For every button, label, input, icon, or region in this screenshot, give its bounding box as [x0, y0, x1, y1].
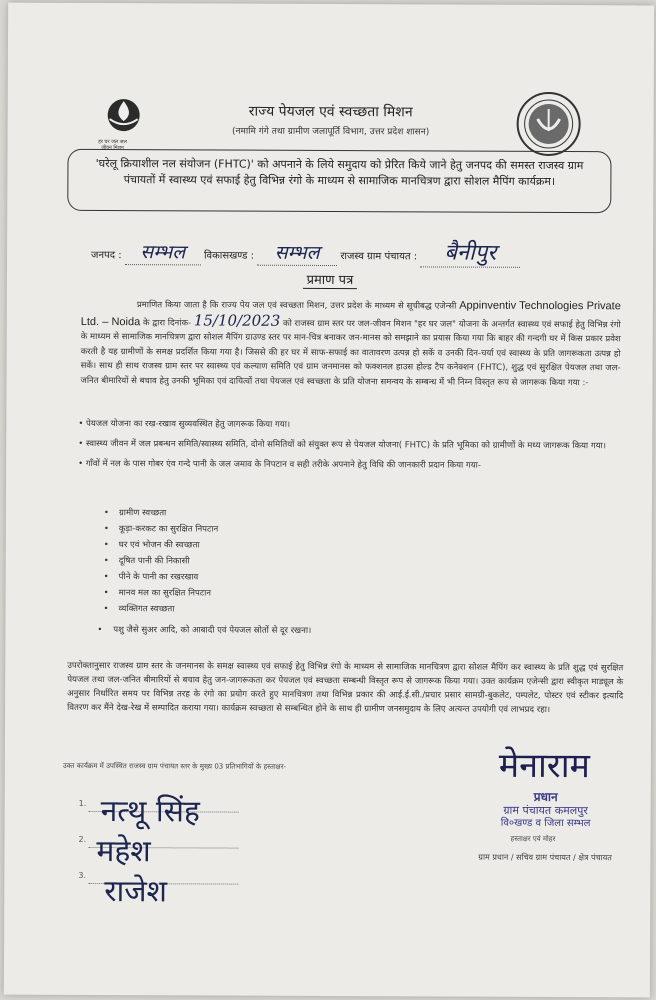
sign-caption: हस्ताक्षर एवं मोहर: [510, 834, 556, 843]
panchayat-value: बैनीपुर: [420, 236, 520, 267]
pradhan-signature: मेनाराम: [498, 745, 590, 787]
organization-title: राज्य पेयजल एवं स्वच्छता मिशन: [248, 103, 413, 121]
list-item: • पीने के पानी का रखरखाव: [104, 569, 218, 585]
organization-subtitle: (नमामि गंगे तथा ग्रामीण जलापूर्ति विभाग, उत्तर प्रदेश शासन): [231, 126, 430, 138]
witness-signature-1: नत्थू सिंह: [100, 794, 200, 830]
list-item: • ग्रामीण स्वच्छता: [104, 505, 218, 521]
pradhan-stamp: [471, 791, 621, 831]
district-label: जनपद :: [91, 249, 122, 262]
signatory-designation: ग्राम प्रधान / सचिव ग्राम पंचायत / क्षेत्र पंचायत: [478, 852, 612, 863]
certificate-title-text: प्रमाण पत्र: [303, 273, 358, 289]
stamp-line: प्रधान: [533, 789, 558, 805]
bullet-text: पेयजल योजना का रख-रखाव सुव्यवस्थित हेतु जागरूक किया गया।: [86, 418, 291, 430]
witness-number: 3.: [78, 870, 87, 880]
hygiene-topics-list: [103, 505, 218, 617]
agency-name: Appinventiv Technologies Private Ltd. – Noida: [80, 299, 621, 328]
list-item: • घर एवं भोजन की स्वच्छता: [104, 537, 218, 553]
bullet-item: • गाँवों में नल के पास गोबर एंव गन्दे पानी के जल जमाव के निपटान व सही तरीके अपनाने हेतु विधि की जानकारी प्रदान किया गया-: [78, 458, 481, 471]
program-date: 15/10/2023: [193, 310, 281, 330]
list-item: • व्यक्तिगत स्वच्छता: [103, 601, 217, 617]
location-row: [91, 235, 520, 268]
bullet-item: • स्वास्थ्य जीवन में जल प्रबन्धन समिति/स्वास्थ्य समिति, दोनो समितियों को संयुक्त रूप से पेयजल योजना( FHTC) के प्रति भूमिका को ग्रामीणों के मध्य जागरूक किया गया।: [78, 438, 606, 452]
certificate-page: [4, 3, 654, 998]
awareness-bullets: [78, 417, 618, 479]
list-item: • दूषित पानी की निकासी: [104, 553, 218, 569]
last-bullet: • पशु जैसे सुअर आदि, को आबादी एवं पेयजल स्रोतों से दूर रखना।: [97, 624, 312, 636]
program-title-box: 'घरेलू क्रियाशील नल संयोजन (FHTC)' को अपनाने के लिये समुदाय को प्रेरित किये जाने हेतु जनपद की समस्त राजस्व ग्राम पंचायतों में स्वास्थ्य एवं सफाई हेतु विभिन्न रंगो के माध्यम से सामाजिक मानचित्रण द्वारा सोशल मैपिंग कार्यक्रम।: [67, 149, 611, 213]
certificate-paragraph-2: उपरोक्तानुसार राजस्व ग्राम स्तर के जनमानस के समक्ष स्वास्थ्य एवं सफाई हेतु विभिन्न रंगो के माध्यम से सामाजिक मानचित्रण द्वारा सोशल मैपिंग कर स्वास्थ्य के प्रति शुद्ध एवं सुरक्षित पेयजल तथा जल-जनित बीमारियों से बचाव हेतु जन-जागरूकता कर पेयजल एवं स्वच्छता सम्बन्धी विस्तृत रूप से जागरूक किया गया। उक्त कार्यक्रम एजेन्सी द्वारा स्वीकृत माड्यूल के अनुसार निर्धारित समय पर विभिन्न तरह के रंगो का प्रयोग करते हुए मानचित्रण तथा विभिन्न प्रकार की आई.ई.सी./प्रचार प्रसार सामग्री-बुकलेट, पम्पलेट, पोस्टर एवं स्टीकर इत्यादि वितरण कर मैंने देख-रेख में सम्पादित कराया गया। कार्यक्रम स्वच्छता से सम्बन्धित होने के साथ ही ग्रामीण जनसमुदाय के लिए अत्यन्त उपयोगी एवं लाभप्रद रहा।: [67, 660, 624, 715]
bullet-text: गाँवों में नल के पास गोबर एंव गन्दे पानी के जल जमाव के निपटान व सही तरीके अपनाने हेतु विधि की जानकारी प्रदान किया गया-: [85, 458, 481, 471]
last-bullet-text: पशु जैसे सुअर आदि, को आबादी एवं पेयजल स्रोतों से दूर रखना।: [113, 625, 312, 636]
block-value: सम्भल: [257, 239, 337, 266]
logo-tagline: हर घर जल जल जीवन मिशन: [98, 138, 127, 152]
para1-intro: प्रमाणित किया जाता है कि राज्य पेय जल एवं स्वच्छता मिशन, उत्तर प्रदेश के माध्यम से सूचीबद्ध एजेन्सी: [136, 300, 457, 312]
para1-date-label: के द्वारा दिनांक-: [142, 317, 192, 328]
witness-number: 2.: [78, 834, 87, 844]
stamp-line: वि०खण्ड व जिला सम्भल: [500, 817, 591, 830]
witness-signature-2: महेश: [96, 833, 151, 870]
stamp-line: ग्राम पंचायत कमलपुर: [503, 803, 588, 818]
certificate-title: [7, 269, 653, 290]
bullet-item: • पेयजल योजना का रख-रखाव सुव्यवस्थित हेतु जागरूक किया गया।: [78, 418, 291, 430]
bullet-text: स्वास्थ्य जीवन में जल प्रबन्धन समिति/स्वास्थ्य समिति, दोनो समितियों को संयुक्त रूप से पेयजल योजना( FHTC) के प्रति भूमिका को ग्रामीणों के मध्य जागरूक किया गया।: [85, 438, 606, 452]
certificate-paragraph-1: [80, 297, 620, 390]
witness-caption: उक्त कार्यक्रम में उपस्थित राजस्व ग्राम पंचायत स्तर के मुख्य 03 प्रतिभागियों के हस्ताक्षर-: [62, 761, 287, 771]
district-value: सम्भल: [125, 238, 201, 265]
list-item: • मानव मल का सुरक्षित निपटान: [104, 585, 218, 601]
list-item: • कूड़ा-करकट का सुरक्षित निपटान: [104, 521, 218, 537]
witness-signature-3: राजेश: [104, 874, 168, 910]
witness-number: 1.: [78, 798, 87, 808]
panchayat-label: राजस्व ग्राम पंचायत :: [340, 251, 418, 263]
block-label: विकासखण्ड :: [203, 250, 254, 262]
para1-body: को राजस्व ग्राम स्तर पर जल-जीवन मिशन "हर घर जल" योजना के अन्तर्गत स्वास्थ्य एवं सफाई हेतु विभिन्न रंगो के माध्यम से सामाजिक मानचित्रण द्वारा सोशल मैपिंग ग्राउण्ड स्तर पर मान-चित्र बनाकर जन-मानस को समझाने का प्रयास किया गया कि बाहर की गन्दगी घर में किस प्रकार प्रवेश करती है यह ग्रामीणों के समक्ष प्रदर्शित किया गया है। जिससे की हर घर में साफ-सफाई का वातावरण उत्पन्न हो सकें व उनकी दिन-चर्या एवं स्वास्थ्य के प्रति जागरूकता उत्पन्न हो सकें। साथ ही साथ राजस्व ग्राम स्तर पर स्वास्थ्य एवं कल्याण समिति एवं ग्राम जनमानस को फक्शनल हाउस होल्ड टैप कनेक्शन (FHTC), शुद्ध एवं सुरक्षित पेयजल तथा जल-जनित बीमारियों से बचाव हेतु उनकी भूमिका एवं दायित्वों तथा पेयजल एवं स्वच्छता के प्रति योजना समन्वय के सम्बन्ध में भी निम्न विस्तृत रूप से जागरूक किया गया :-: [80, 318, 621, 388]
